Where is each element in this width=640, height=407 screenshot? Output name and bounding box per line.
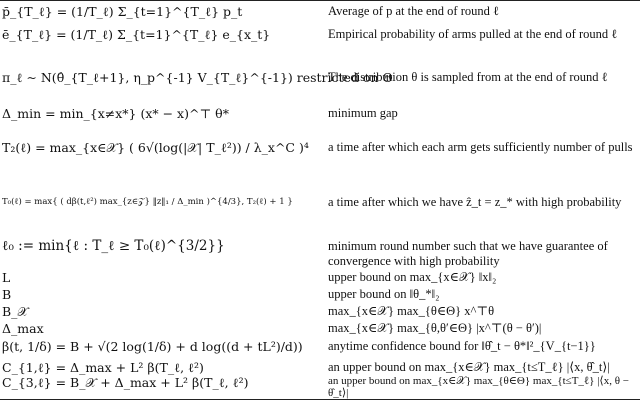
top-rule — [0, 0, 640, 1]
description-cell: max_{x∈𝒳} max_{θ∈Θ} x^⊤θ — [328, 304, 495, 318]
description-cell: minimum round number such that we have guarantee of convergence with high probability — [328, 239, 608, 268]
description-cell: upper bound on ‖θ_*‖₂ — [328, 287, 440, 301]
description-cell: a time after which each arm gets sufficiently number of pulls — [328, 140, 633, 154]
description-cell: max_{x∈𝒳} max_{θ,θ′∈Θ} |x^⊤(θ − θ′)| — [328, 321, 542, 335]
symbol-cell: π_ℓ ∼ N(θ̂_{T_ℓ+1}, η_p^{-1} V_{T_ℓ}^{-1}) restricted on Θ — [2, 70, 393, 85]
symbol-cell: C_{3,ℓ} = B_𝒳 + Δ_max + L² β(T_ℓ, ℓ²) — [2, 375, 249, 390]
description-cell: anytime confidence bound for ‖θ̂_t − θ*‖²_{V_{t−1}} — [328, 339, 596, 353]
description-cell: an upper bound on max_{x∈𝒳} max_{t≤T_ℓ} |⟨x, θ̂_t⟩| — [328, 360, 610, 374]
symbol-cell: T₀(ℓ) = max{ ( dβ(t,ℓ²) max_{z∈𝒵} ‖z‖₁ / Δ_min )^{4/3}, T₂(ℓ) + 1 } — [2, 197, 293, 207]
description-cell: a time after which we have ẑ_t = z_* with high probability — [328, 195, 622, 209]
symbol-cell: p̄_{T_ℓ} = (1/T_ℓ) Σ_{t=1}^{T_ℓ} p_t — [2, 4, 243, 19]
description-cell: Empirical probability of arms pulled at the end of round ℓ — [328, 27, 618, 41]
symbol-cell: B_𝒳 — [2, 304, 29, 319]
symbol-cell: Δ_min = min_{x≠x*} (x* − x)^⊤ θ* — [2, 106, 229, 121]
description-cell: Average of p at the end of round ℓ — [328, 4, 499, 18]
description-cell: The distribution θ is sampled from at the end of round ℓ — [328, 70, 608, 84]
symbol-cell: ℓ₀ := min{ℓ : T_ℓ ≥ T₀(ℓ)^{3/2}} — [2, 238, 225, 254]
symbol-cell: Δ_max — [2, 321, 44, 336]
symbol-cell: C_{1,ℓ} = Δ_max + L² β(T_ℓ, ℓ²) — [2, 360, 204, 375]
symbol-cell: ē_{T_ℓ} = (1/T_ℓ) Σ_{t=1}^{T_ℓ} e_{x_t} — [2, 27, 271, 42]
symbol-cell: T₂(ℓ) = max_{x∈𝒳} ( 6√(log(|𝒳| T_ℓ²)) / λ_x^C )⁴ — [2, 140, 309, 155]
bottom-rule — [0, 399, 640, 400]
symbol-cell: B — [2, 287, 12, 302]
symbol-cell: L — [2, 270, 11, 285]
description-cell: minimum gap — [328, 106, 398, 120]
description-cell: an upper bound on max_{x∈𝒳} max_{θ∈Θ} max_{t≤T_ℓ} |⟨x, θ − θ̂_t⟩| — [328, 375, 629, 399]
symbol-cell: β(t, 1/δ) = B + √(2 log(1/δ) + d log((d + tL²)/d)) — [2, 339, 303, 354]
description-cell: upper bound on max_{x∈𝒳} ‖x‖₂ — [328, 270, 497, 284]
